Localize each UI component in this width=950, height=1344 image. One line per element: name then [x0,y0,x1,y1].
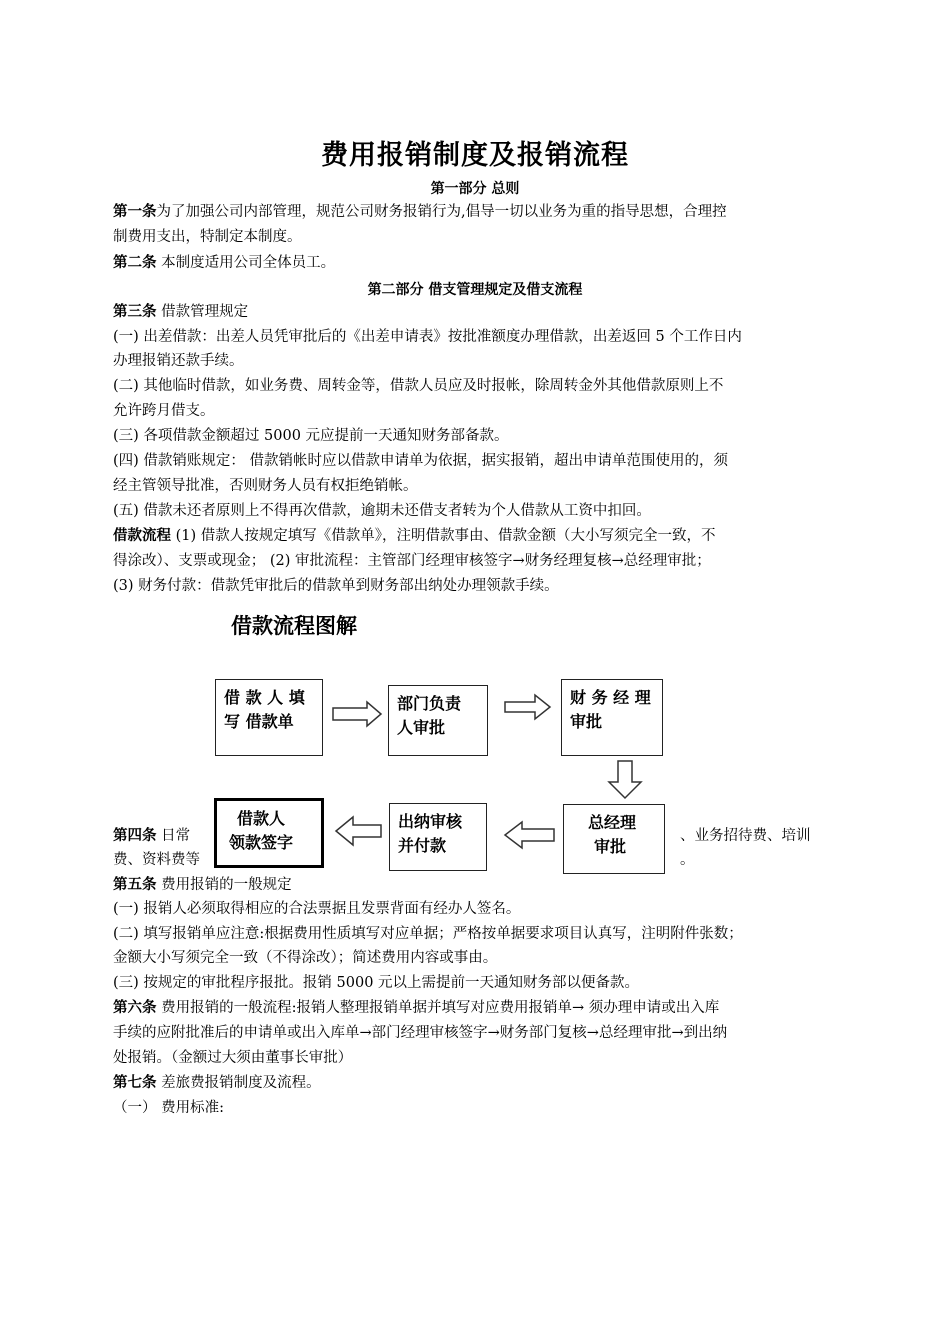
article-3-text: 借款管理规定 [156,304,249,320]
loan-process-line3: (3) 财务付款：借款凭审批后的借款单到财务部出纳处办理领款手续。 [113,578,559,594]
article-2-label: 第二条 [113,255,157,271]
article-6-label: 第六条 [113,1000,157,1016]
item-4-line1: (四) 借款销账规定： 借款销帐时应以借款申请单为依据，据实报销，超出申请单范围使用的，须 [113,453,729,469]
article-7-item-1: （一） 费用标准: [113,1100,224,1116]
article-3-label: 第三条 [113,304,157,320]
article-4-text-left: 日常 [156,828,191,844]
flow-step-general-manager-approval [563,804,665,874]
flow-step-finance-manager-approval [561,679,663,756]
article-3 [113,300,843,324]
article-6-line2: 手续的应附批准后的申请单或出入库单→部门经理审核签字→财务部门复核→总经理审批→到出纳 [113,1025,728,1041]
article-5 [113,873,843,897]
flow-step-2-line1: 部门负责 [397,694,462,713]
part2-heading: 第二部分 借支管理规定及借支流程 [367,282,583,298]
article-1-label: 第一条 [113,204,157,220]
flow-step-borrower-receive-sign [214,798,324,868]
flow-step-1-line1: 借 款 人 填 [224,688,305,707]
article-6-text: 费用报销的一般流程:报销人整理报销单据并填写对应费用报销单→ 须办理申请或出入库 [156,1000,720,1016]
flow-step-cashier-pay [389,803,487,871]
flowchart-title: 借款流程图解 [231,614,357,638]
flow-step-5-line1: 出纳审核 [398,812,463,831]
loan-process-text: (1) 借款人按规定填写《借款单》，注明借款事由、借款金额（大小写须完全一致，不 [171,528,716,544]
rule-2-line1: (二) 填写报销单应注意:根据费用性质填写对应单据；严格按单据要求项目认真写，注明附件张数； [113,926,743,942]
loan-process-label: 借款流程 [113,528,171,544]
flow-step-1-line2: 写 借款单 [224,712,294,731]
article-4-line2-left: 费、资料费等 [113,852,200,868]
flow-step-5-line2: 并付款 [398,836,447,855]
item-1-line2: 办理报销还款手续。 [113,353,244,369]
rule-2-line2: 金额大小写须完全一致（不得涂改）；简述费用内容或事由。 [113,950,498,966]
item-4-line2: 经主管领导批准，否则财务人员有权拒绝销帐。 [113,478,418,494]
flow-step-3-line1: 财 务 经 理 [570,688,651,707]
item-1-line1: (一) 出差借款：出差人员凭审批后的《出差申请表》按批准额度办理借款，出差返回 5 个工作日内 [113,329,742,345]
article-2 [113,251,843,275]
flow-step-department-approval [388,685,488,756]
article-1-text: 为了加强公司内部管理，规范公司财务报销行为,倡导一切以业务为重的指导思想，合理控 [156,204,727,220]
flow-step-borrower-fill-form [215,679,323,756]
article-6-line3: 处报销。（金额过大须由董事长审批） [113,1050,353,1066]
arrow-down [609,761,641,798]
article-4-label: 第四条 [113,828,157,844]
article-7-label: 第七条 [113,1075,157,1091]
flow-step-6-line1: 借款人 [237,809,286,828]
item-3: (三) 各项借款金额超过 5000 元应提前一天通知财务部备款。 [113,428,509,444]
article-7-text: 差旅费报销制度及流程。 [156,1075,321,1091]
article-5-text: 费用报销的一般规定 [156,877,292,893]
article-6-line1 [113,996,843,1020]
item-2-line2: 允许跨月借支。 [113,403,215,419]
article-7 [113,1071,843,1095]
item-5: (五) 借款未还者原则上不得再次借款，逾期未还借支者转为个人借款从工资中扣回。 [113,503,651,519]
article-5-label: 第五条 [113,877,157,893]
part1-heading: 第一部分 总则 [430,181,520,197]
arrow-right-2 [505,695,550,719]
article-2-text: 本制度适用公司全体员工。 [156,255,336,271]
flow-step-3-line2: 审批 [570,712,603,731]
flow-step-6-line2: 领款签字 [229,833,294,852]
flow-step-2-line2: 人审批 [397,718,446,737]
flow-step-4-line2: 审批 [594,837,627,856]
rule-3: (三) 按规定的审批程序报批。报销 5000 元以上需提前一天通知财务部以便备款。 [113,975,640,991]
article-4-line2-right: 。 [680,852,695,868]
flow-step-4-line1: 总经理 [588,813,637,832]
loan-process-line1 [113,524,843,548]
article-4-text-right: 、业务招待费、培训 [680,828,811,844]
arrow-right-1 [333,702,381,726]
document-title: 费用报销制度及报销流程 [321,140,629,171]
loan-process-line2: 得涂改）、支票或现金； (2) 审批流程：主管部门经理审核签字→财务经理复核→总经理审批； [113,553,711,569]
rule-1: (一) 报销人必须取得相应的合法票据且发票背面有经办人签名。 [113,901,521,917]
article-1-line1 [113,200,843,224]
article-1-line2: 制费用支出，特制定本制度。 [113,229,302,245]
item-2-line1: (二) 其他临时借款，如业务费、周转金等，借款人员应及时报帐，除周转金外其他借款原则上不 [113,378,724,394]
